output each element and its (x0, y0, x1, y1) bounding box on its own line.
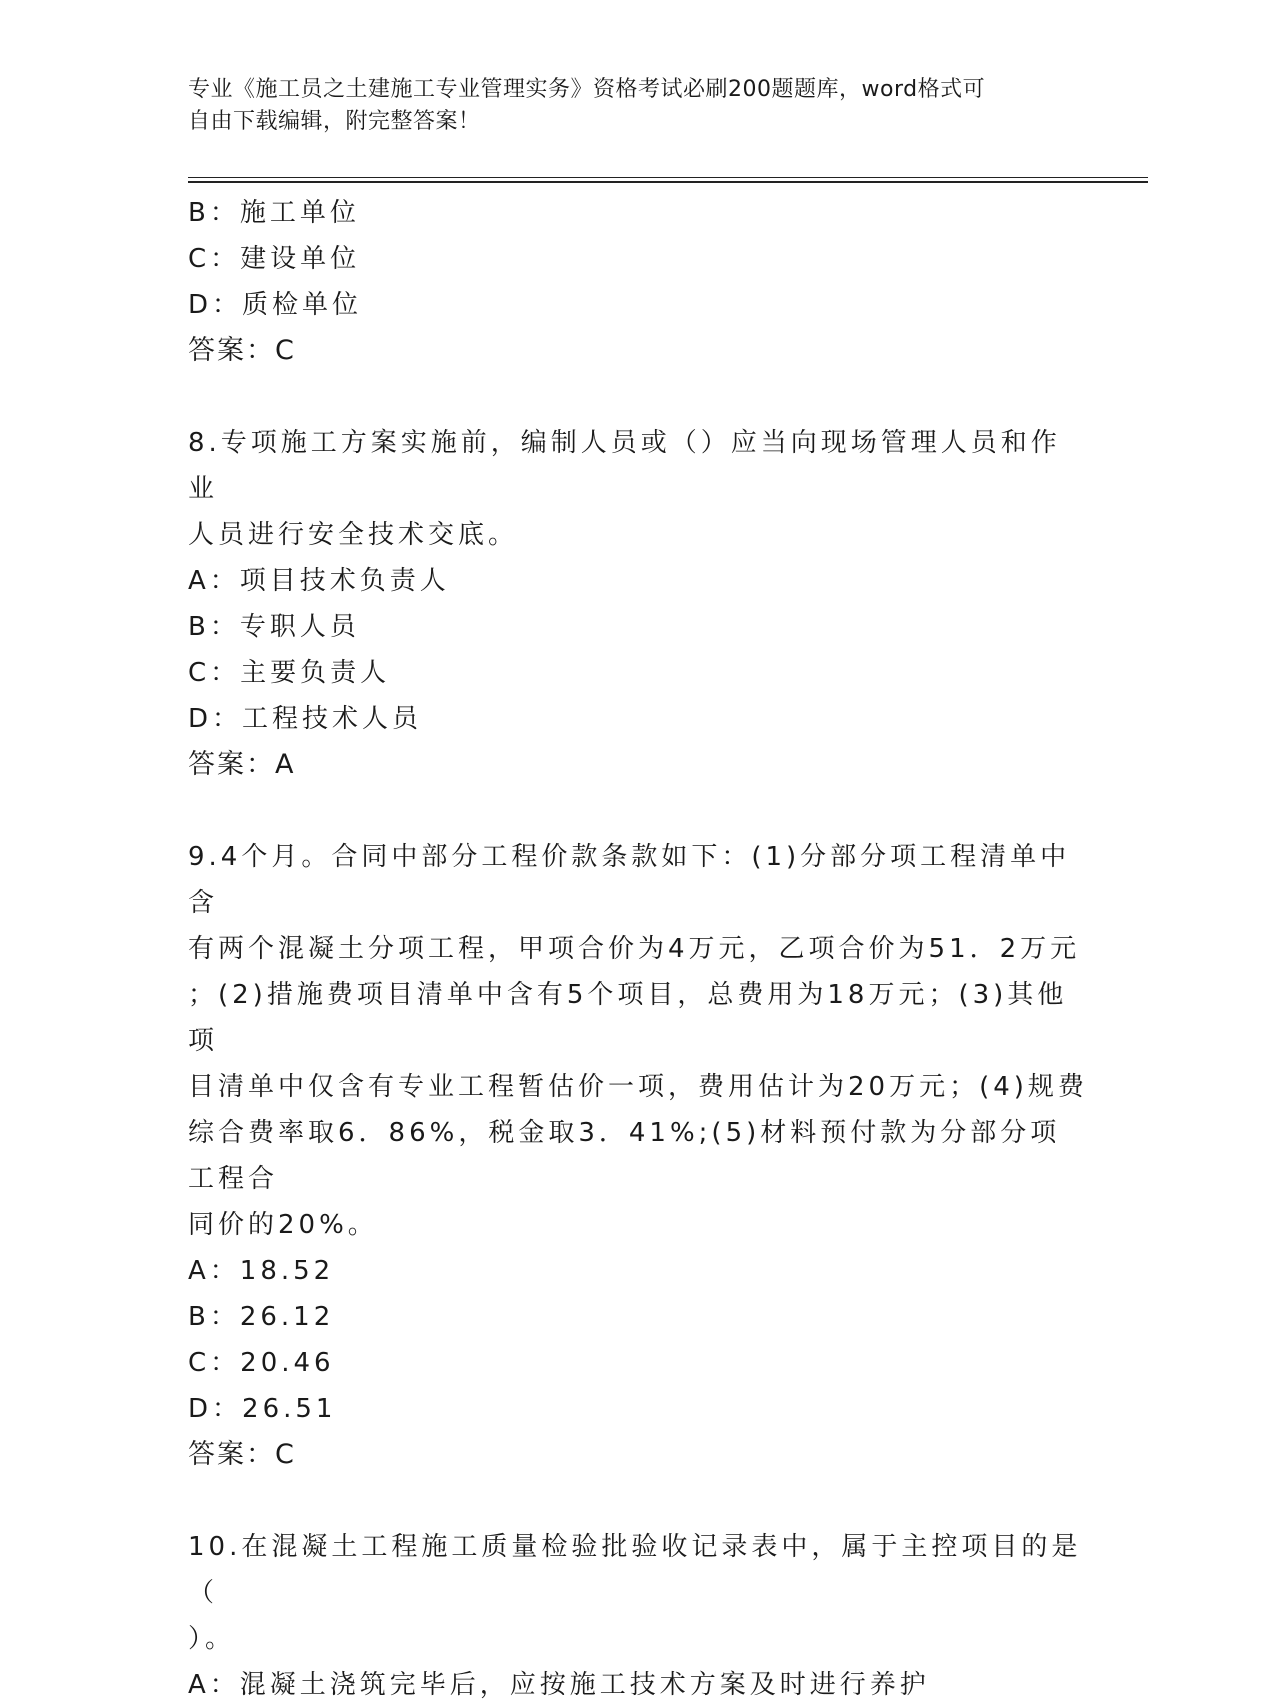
question-stem-line: 10.在混凝土工程施工质量检验批验收记录表中，属于主控项目的是（ (188, 1532, 1082, 1608)
option-d: D：工程技术人员 (188, 704, 423, 734)
header-line-1: 专业《施工员之土建施工专业管理实务》资格考试必刷200题题库，word格式可 (188, 77, 986, 102)
answer-line: 答案：C (188, 335, 296, 366)
question-stem-line: 人员进行安全技术交底。 (188, 520, 519, 550)
question-stem-line: ）。 (188, 1624, 236, 1654)
option-a: A：项目技术负责人 (188, 566, 450, 596)
option-b: B：专职人员 (188, 612, 360, 642)
question-stem-line: 9.4个月。合同中部分工程价款条款如下：(1)分部分项工程清单中含 (188, 842, 1071, 918)
question-stem-line: 目清单中仅含有专业工程暂估价一项，费用估计为20万元；(4)规费 (188, 1072, 1088, 1102)
header-divider-thin (188, 177, 1148, 178)
spacer (188, 788, 1088, 834)
question-9 (188, 834, 1088, 1478)
spacer (188, 1478, 1088, 1524)
question-stem-line: ；(2)措施费项目清单中含有5个项目，总费用为18万元；(3)其他项 (188, 980, 1068, 1056)
spacer (188, 374, 1088, 420)
option-c: C：20.46 (188, 1348, 335, 1378)
option-b: B：施工单位 (188, 198, 360, 228)
question-stem-line: 有两个混凝土分项工程，甲项合价为4万元，乙项合价为51．2万元 (188, 934, 1081, 964)
option-c: C：建设单位 (188, 244, 361, 274)
document-body (188, 190, 1088, 1708)
option-d: D：质检单位 (188, 290, 363, 320)
option-a: A：18.52 (188, 1256, 335, 1286)
answer-line: 答案：A (188, 749, 296, 780)
document-header (188, 74, 1068, 138)
question-stem-line: 同价的20%。 (188, 1210, 378, 1240)
answer-line: 答案：C (188, 1439, 296, 1470)
header-divider-thick (188, 181, 1148, 183)
question-7-tail (188, 190, 1088, 374)
option-d: D：26.51 (188, 1394, 337, 1424)
question-stem-line: 综合费率取6．86%，税金取3．41%;(5)材料预付款为分部分项工程合 (188, 1118, 1061, 1194)
question-10 (188, 1524, 1088, 1708)
option-b: B：26.12 (188, 1302, 335, 1332)
question-8 (188, 420, 1088, 788)
option-c: C：主要负责人 (188, 658, 391, 688)
question-stem-line: 8.专项施工方案实施前，编制人员或（）应当向现场管理人员和作业 (188, 428, 1061, 504)
option-a: A：混凝土浇筑完毕后，应按施工技术方案及时进行养护 (188, 1670, 930, 1700)
header-line-2: 自由下载编辑，附完整答案！ (188, 109, 481, 134)
